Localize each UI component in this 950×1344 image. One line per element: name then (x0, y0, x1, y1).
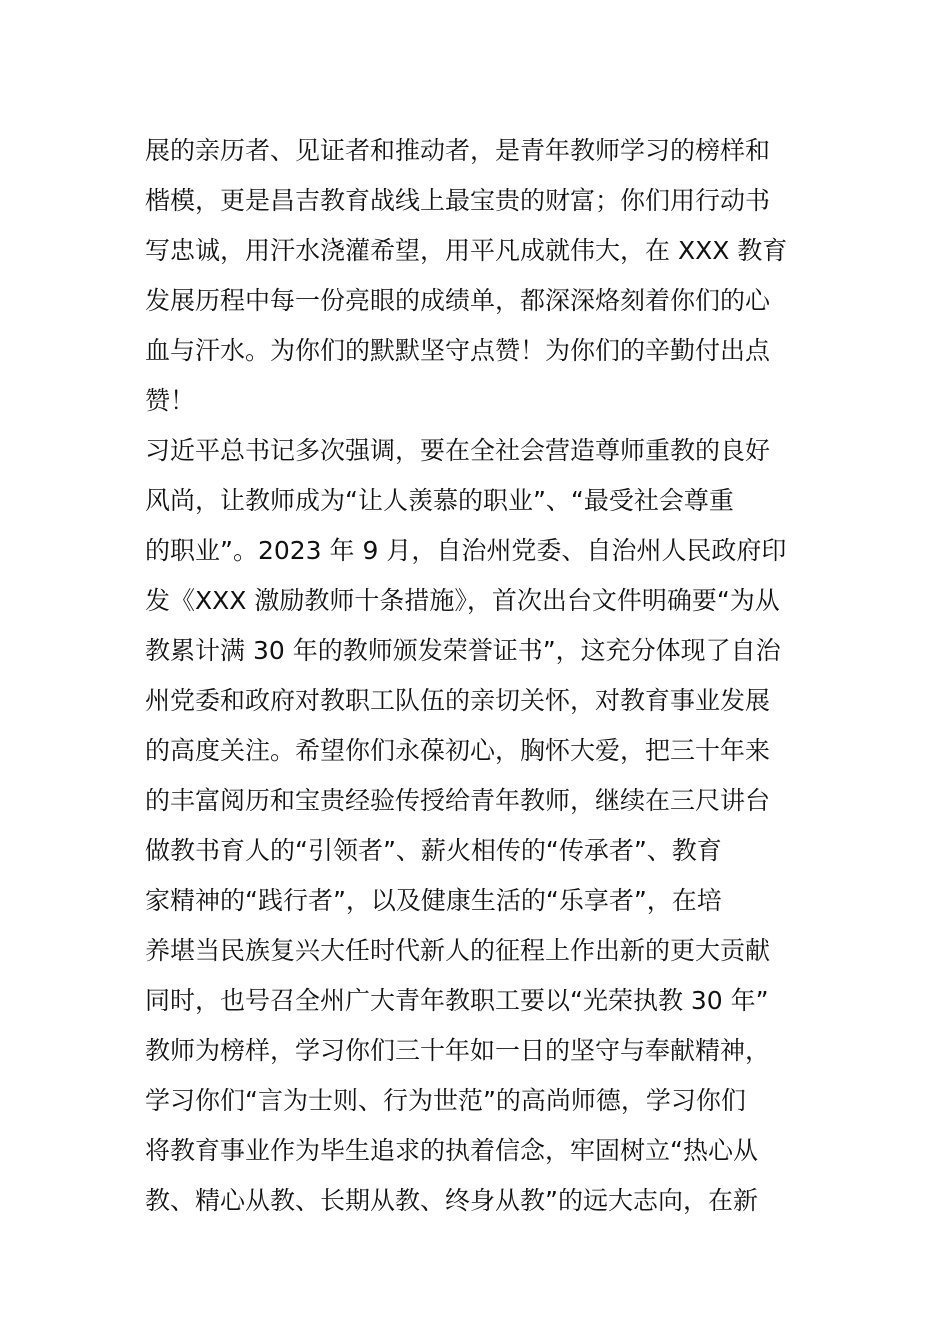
text-line: 的职业”。2023 年 9 月，自治州党委、自治州人民政府印 (145, 536, 787, 565)
body-text (145, 126, 825, 1226)
text-line: 教、精心从教、长期从教、终身从教”的远大志向，在新 (145, 1186, 758, 1215)
text-line: 将教育事业作为毕生追求的执着信念，牢固树立“热心从 (145, 1136, 758, 1165)
text-line: 养堪当民族复兴大任时代新人的征程上作出新的更大贡献 (145, 936, 771, 965)
text-line: 州党委和政府对教职工队伍的亲切关怀，对教育事业发展 (145, 686, 771, 715)
text-line: 风尚，让教师成为“让人羡慕的职业”、“最受社会尊重 (145, 486, 734, 515)
text-line: 写忠诚，用汗水浇灌希望，用平凡成就伟大，在 XXX 教育 (145, 236, 788, 265)
text-line: 的丰富阅历和宝贵经验传授给青年教师，继续在三尺讲台 (145, 786, 771, 815)
text-line: 做教书育人的“引领者”、薪火相传的“传承者”、教育 (145, 836, 722, 865)
text-line: 同时，也号召全州广大青年教职工要以“光荣执教 30 年” (145, 986, 769, 1015)
text-line: 赞！ (145, 386, 196, 415)
text-line: 习近平总书记多次强调，要在全社会营造尊师重教的良好 (145, 436, 771, 465)
text-line: 家精神的“践行者”，以及健康生活的“乐享者”，在培 (145, 886, 722, 915)
text-line: 发《XXX 激励教师十条措施》，首次出台文件明确要“为从 (145, 586, 780, 615)
text-line: 楷模，更是昌吉教育战线上最宝贵的财富；你们用行动书 (145, 186, 771, 215)
text-line: 血与汗水。为你们的默默坚守点赞！为你们的辛勤付出点 (145, 336, 771, 365)
text-line: 展的亲历者、见证者和推动者，是青年教师学习的榜样和 (145, 136, 771, 165)
text-line: 学习你们“言为士则、行为世范”的高尚师德，学习你们 (145, 1086, 746, 1115)
text-line: 教累计满 30 年的教师颁发荣誉证书”，这充分体现了自治 (145, 636, 781, 665)
text-line: 发展历程中每一份亮眼的成绩单，都深深烙刻着你们的心 (145, 286, 771, 315)
text-line: 的高度关注。希望你们永葆初心，胸怀大爱，把三十年来 (145, 736, 771, 765)
text-line: 教师为榜样，学习你们三十年如一日的坚守与奉献精神， (145, 1036, 771, 1065)
